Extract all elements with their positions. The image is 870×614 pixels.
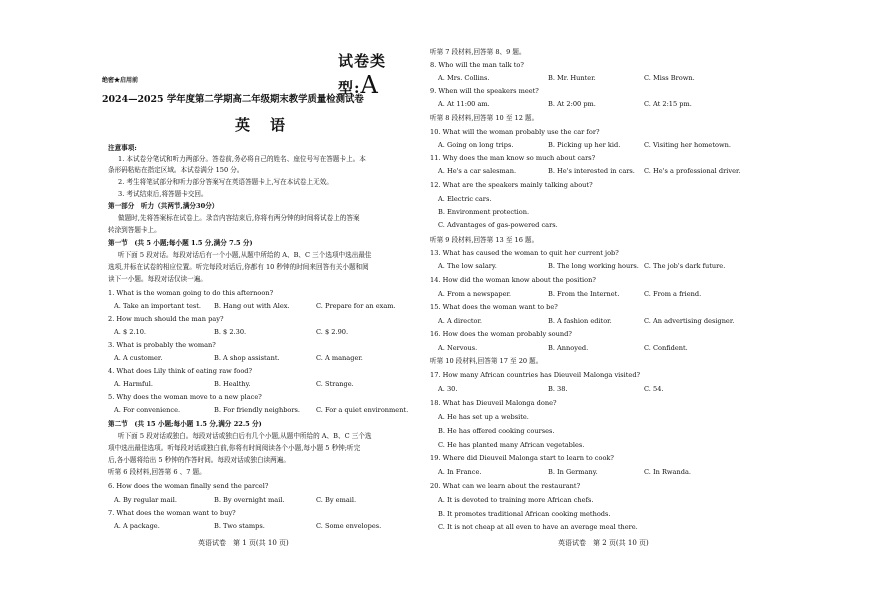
option-c: C. $ 2.90.: [316, 328, 349, 336]
option-b: B. Annoyed.: [548, 344, 589, 352]
notes-line: 条形码粘贴在指定区域。本试卷满分 150 分。: [108, 166, 244, 174]
option-c: C. In Rwanda.: [644, 468, 691, 476]
question: 5. Why does the woman move to a new place?: [108, 393, 262, 401]
question: 2. How much should the man pay?: [108, 315, 224, 323]
option-a: A. At 11:00 am.: [438, 100, 490, 108]
option-a: A. In France.: [438, 468, 482, 476]
option-c: C. Confident.: [644, 344, 688, 352]
option-c: C. Strange.: [316, 380, 354, 388]
option-a: A. It is devoted to training more African chefs.: [438, 496, 594, 504]
section1-desc: 选项,并标在试卷的相应位置。听完每段对话后,你都有 10 秒钟的时间来回答有关小题和阅: [108, 263, 369, 271]
notes-heading: 注意事项:: [108, 144, 137, 152]
option-c: C. A manager.: [316, 354, 363, 362]
question: 18. What has Dieuveil Malonga done?: [430, 399, 557, 407]
option-b: B. 38.: [548, 385, 568, 393]
option-c: C. The job's dark future.: [644, 262, 726, 270]
listen-instruction: 听第 8 段材料,回答第 10 至 12 题。: [430, 114, 539, 122]
option-c: C. An advertising designer.: [644, 317, 735, 325]
option-a: A. 30.: [438, 385, 458, 393]
option-a: A. Harmful.: [114, 380, 153, 388]
question: 16. How does the woman probably sound?: [430, 330, 572, 338]
option-b: B. Healthy.: [214, 380, 251, 388]
option-b: B. By overnight mail.: [214, 496, 285, 504]
question: 7. What does the woman want to buy?: [108, 509, 236, 517]
question: 3. What is probably the woman?: [108, 341, 216, 349]
option-b: B. In Germany.: [548, 468, 598, 476]
option-b: B. Picking up her kid.: [548, 141, 621, 149]
option-a: A. The low salary.: [438, 262, 497, 270]
question: 1. What is the woman going to do this afternoon?: [108, 289, 274, 297]
left-page: [102, 0, 422, 614]
question: 20. What can we learn about the restaurant?: [430, 482, 581, 490]
part1-desc: 做题时,先将答案标在试卷上。录音内容结束后,你将有两分钟的时间将试卷上的答案: [118, 214, 360, 222]
option-a: A. $ 2.10.: [114, 328, 147, 336]
listen-instruction: 听第 10 段材料,回答第 17 至 20 题。: [430, 357, 543, 365]
question: 4. What does Lily think of eating raw food?: [108, 367, 253, 375]
paper-type-label: 试卷类型:: [338, 52, 387, 97]
option-b: B. From the Internet.: [548, 290, 620, 298]
option-c: C. Visiting her hometown.: [644, 141, 731, 149]
listen-instruction: 听第 6 段材料,回答第 6 、7 题。: [108, 468, 206, 476]
question: 17. How many African countries has Dieuveil Malonga visited?: [430, 371, 641, 379]
option-a: A. He has set up a website.: [438, 413, 529, 421]
option-c: C. Some envelopes.: [316, 522, 382, 530]
notes-line: 2. 考生将笔试部分和听力部分答案写在英语答题卡上,写在本试卷上无效。: [118, 178, 333, 186]
option-c: C. At 2:15 pm.: [644, 100, 692, 108]
option-c: C. 54.: [644, 385, 664, 393]
option-b: B. Mr. Hunter.: [548, 74, 596, 82]
option-b: B. A shop assistant.: [214, 354, 280, 362]
right-page: [430, 0, 765, 614]
page-footer: 英语试卷 第 2 页(共 10 页): [558, 539, 649, 547]
option-c: C. He's a professional driver.: [644, 167, 741, 175]
option-b: B. Hang out with Alex.: [214, 302, 290, 310]
option-c: C. From a friend.: [644, 290, 702, 298]
option-b: B. $ 2.30.: [214, 328, 247, 336]
listen-instruction: 听第 9 段材料,回答第 13 至 16 题。: [430, 236, 539, 244]
question: 6. How does the woman finally send the parcel?: [108, 482, 269, 490]
option-b: B. He's interested in cars.: [548, 167, 635, 175]
notes-line: 1. 本试卷分笔试和听力两部分。答卷前,务必将自己的姓名、座位号写在答题卡上。本: [118, 155, 366, 163]
option-b: B. Environment protection.: [438, 208, 530, 216]
option-a: A. Mrs. Collins.: [438, 74, 490, 82]
option-c: C. Prepare for an exam.: [316, 302, 396, 310]
question: 12. What are the speakers mainly talking about?: [430, 181, 593, 189]
exam-title: 2024—2025 学年度第二学期高二年级期末教学质量检测试卷: [102, 94, 364, 105]
page-footer: 英语试卷 第 1 页(共 10 页): [198, 539, 289, 547]
question: 19. Where did Dieuveil Malonga start to learn to cook?: [430, 454, 614, 462]
option-a: A. Take an important test.: [114, 302, 201, 310]
option-a: A. Going on long trips.: [438, 141, 514, 149]
option-a: A. For convenience.: [114, 406, 181, 414]
option-a: A. A package.: [114, 522, 160, 530]
option-b: B. A fashion editor.: [548, 317, 612, 325]
option-b: B. It promotes traditional African cooking methods.: [438, 510, 611, 518]
option-c: C. By email.: [316, 496, 357, 504]
question: 10. What will the woman probably use the car for?: [430, 128, 600, 136]
question: 14. How did the woman know about the position?: [430, 276, 596, 284]
question: 11. Why does the man know so much about cars?: [430, 154, 596, 162]
section1-desc: 读下一小题。每段对话仅读一遍。: [108, 275, 207, 283]
notes-line: 3. 考试结束后,将答题卡交回。: [118, 190, 208, 198]
section2-desc: 项中选出最佳选项。听每段对话或独白前,你将有时间阅读各个小题,每小题 5 秒钟;听完: [108, 444, 361, 452]
option-c: C. He has planted many African vegetables.: [438, 441, 585, 449]
option-a: A. He's a car salesman.: [438, 167, 517, 175]
section1-heading: 第一节 (共 5 小题;每小题 1.5 分,满分 7.5 分): [108, 239, 253, 247]
section1-desc: 听下面 5 段对话。每段对话后有一个小题,从题中所给的 A、B、C 三个选项中选出最佳: [118, 251, 372, 259]
option-b: B. For friendly neighbors.: [214, 406, 301, 414]
option-b: B. The long working hours.: [548, 262, 639, 270]
option-c: C. Miss Brown.: [644, 74, 695, 82]
option-a: A. From a newspaper.: [438, 290, 512, 298]
option-a: A. Nervous.: [438, 344, 478, 352]
part1-heading: 第一部分 听力（共两节,满分30分）: [108, 202, 219, 210]
secret-mark: 绝密★启用前: [102, 77, 139, 84]
listen-instruction: 听第 7 段材料,回答第 8、9 题。: [430, 48, 526, 56]
option-a: A. Electric cars.: [438, 195, 492, 203]
question: 8. Who will the man talk to?: [430, 61, 524, 69]
question: 15. What does the woman want to be?: [430, 303, 558, 311]
option-c: C. Advantages of gas-powered cars.: [438, 221, 558, 229]
section2-desc: 听下面 5 段对话或独白。每段对话或独白后有几个小题,从题中所给的 A、B、C 三个选: [118, 432, 372, 440]
option-a: A. A director.: [438, 317, 483, 325]
option-c: C. It is not cheap at all even to have an average meal there.: [438, 523, 638, 531]
paper-type-letter: A: [360, 71, 379, 99]
part1-desc: 转涂到答题卡上。: [108, 226, 161, 234]
option-a: A. By regular mail.: [114, 496, 177, 504]
option-b: B. Two stamps.: [214, 522, 265, 530]
option-a: A. A customer.: [114, 354, 163, 362]
section2-desc: 后,各小题将给出 5 秒钟的作答时间。每段对话或独白读两遍。: [108, 456, 290, 464]
question: 9. When will the speakers meet?: [430, 87, 539, 95]
option-b: B. At 2:00 pm.: [548, 100, 596, 108]
question: 13. What has caused the woman to quit her current job?: [430, 249, 619, 257]
option-b: B. He has offered cooking courses.: [438, 427, 555, 435]
section2-heading: 第二节 (共 15 小题;每小题 1.5 分,满分 22.5 分): [108, 420, 262, 428]
subject-title: 英语: [235, 116, 306, 134]
option-c: C. For a quiet environment.: [316, 406, 409, 414]
